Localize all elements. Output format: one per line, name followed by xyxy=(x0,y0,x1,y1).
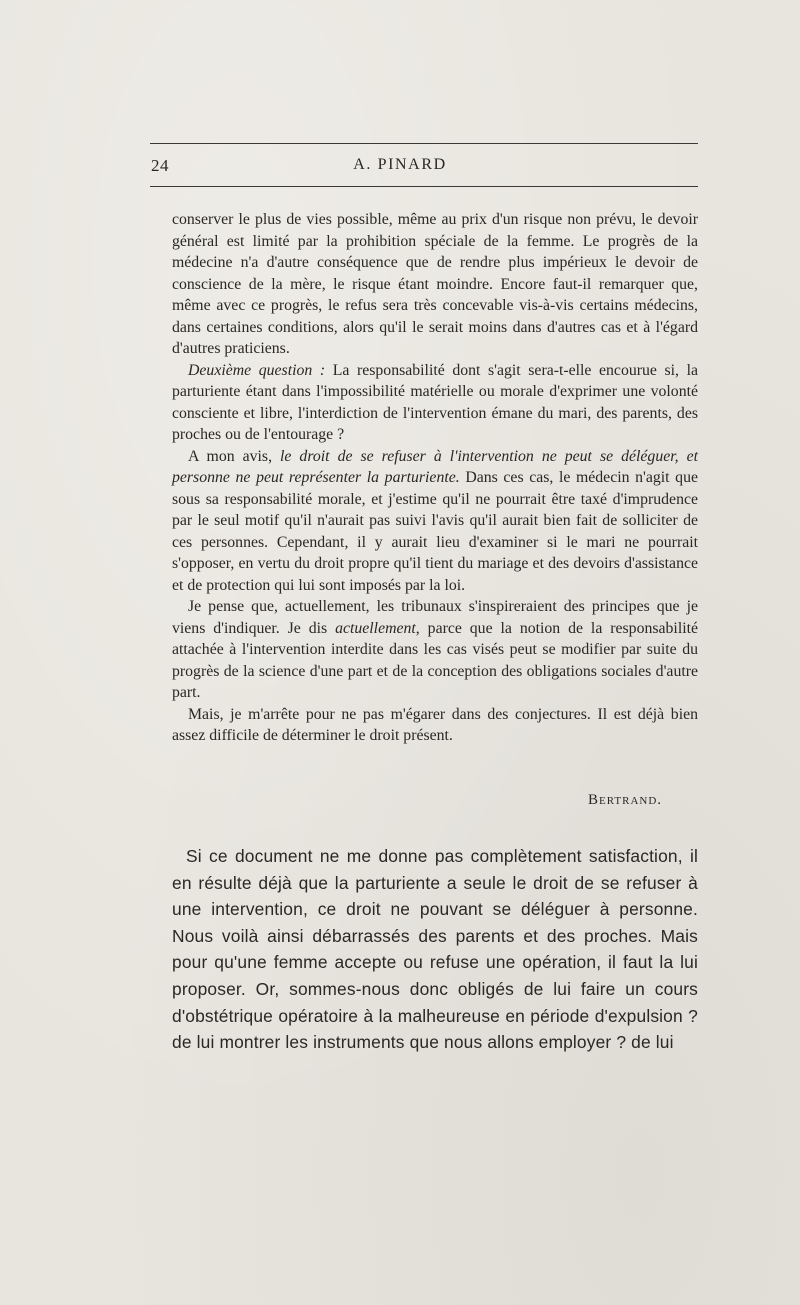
quote-paragraph-3-lead: A mon avis, xyxy=(188,447,281,465)
header-rule-top xyxy=(150,143,698,144)
main-paragraph: Si ce document ne me donne pas complètement satisfaction, il en résulte déjà que la parturiente a seule le droit de se refuser à une intervention, ce droit ne pouvant se déléguer à personne. Nous voilà ainsi débarrassés des parents et des proches. Mais pour qu'une femme accepte ou refuse une opération, il faut la lui proposer. Or, sommes-nous donc obligés de lui faire un cours d'obstétrique opératoire à la malheureuse en période d'expulsion ? de lui montrer les instruments que nous allons employer ? de lui xyxy=(172,846,698,1053)
quote-paragraph-2 xyxy=(172,360,698,446)
quote-paragraph-5: Mais, je m'arrête pour ne pas m'égarer dans des conjectures. Il est déjà bien assez difficile de déterminer le droit présent. xyxy=(172,705,698,744)
quote-paragraph-4 xyxy=(172,596,698,704)
signature: Bertrand. xyxy=(588,792,663,808)
quote-paragraph-1: conserver le plus de vies possible, même au prix d'un risque non prévu, le devoir général est limité par la prohibition spéciale de la femme. Le progrès de la médecine n'a d'autre conséquence que de rendre plus impérieux le devoir de conscience de la mère, le risque étant moindre. Encore faut-il remarquer que, même avec ce progrès, le refus sera très concevable vis-à-vis certains médecins, dans certaines conditions, alors qu'il le serait moins dans d'autres cas et à l'égard d'autres praticiens. xyxy=(172,211,698,357)
running-head: A. PINARD xyxy=(353,156,447,173)
header-rule-bottom xyxy=(150,186,698,187)
quote-paragraph-4-italic: actuellement xyxy=(335,619,416,637)
quote-paragraph-3-rest: Dans ces cas, le médecin n'agit que sous sa responsabilité morale, et j'estime qu'il ne pourrait être taxé d'imprudence par le seul motif qu'il n'aurait pas suivi l'avis qu'il aurait bien fait de solliciter de ces personnes. Cependant, il y aurait lieu d'examiner si le mari ne pourrait s'opposer, en vertu du droit propre qu'il tient du mariage et des devoirs d'assistance et de protection qui lui sont imposés par la loi. xyxy=(172,469,698,594)
quote-paragraph-3-italic: le droit de se refuser à l'intervention ne peut se déléguer, et personne ne peut représenter la parturiente. xyxy=(172,447,698,486)
quote-paragraph-3 xyxy=(172,446,698,597)
quote-paragraph-2-text: La responsabilité dont s'agit sera-t-elle encourue si, la parturiente étant dans l'impossibilité matérielle ou morale d'exprimer une volonté consciente et libre, l'interdiction de l'intervention émane du mari, des parents, des proches ou de l'entourage ? xyxy=(172,361,698,443)
question-label: Deuxième question : xyxy=(188,361,326,379)
quoted-letter xyxy=(172,209,698,747)
quote-paragraph-4-lead: Je pense que, actuellement, les tribunaux s'inspireraient des principes que je viens d'indiquer. Je dis xyxy=(172,598,698,637)
page-number: 24 xyxy=(151,156,169,175)
quote-paragraph-4-rest: , parce que la notion de la responsabilité attachée à l'intervention interdite dans les cas visés peut se modifier par suite du progrès de la science d'une part et de la conception des obligations sociales d'autre part. xyxy=(172,619,698,701)
main-text xyxy=(172,843,698,1056)
